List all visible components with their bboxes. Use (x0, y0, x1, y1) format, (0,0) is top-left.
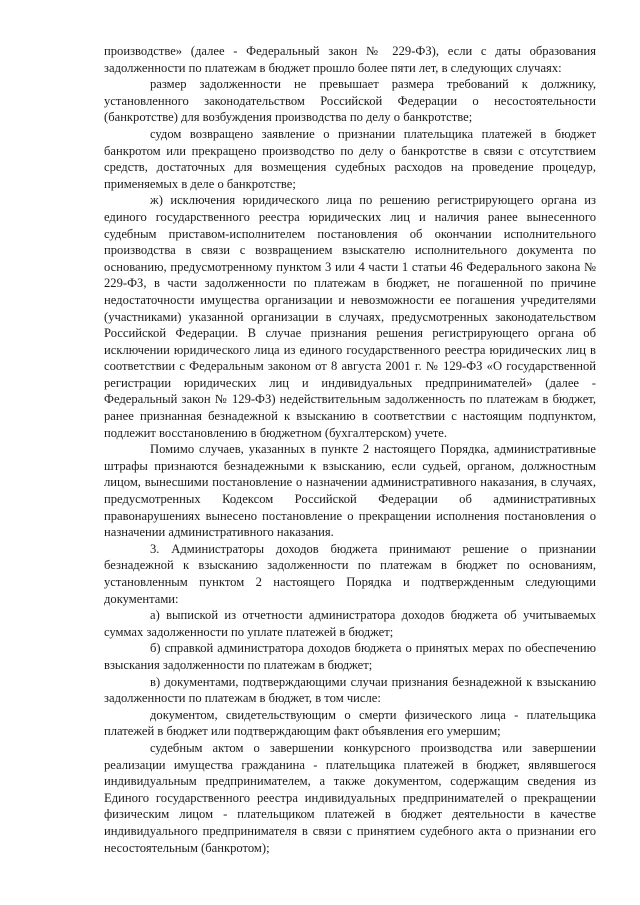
paragraph-item-zh: ж) исключения юридического лица по решению регистрирующего органа из единого государственного реестра юридических лиц и наличия ранее вынесенного судебным приставом-исполнителем постановления об окончании исполнительного производства в связи с возвращением взыскателю исполнительного документа по основанию, предусмотренному пунктом 3 или 4 части 1 статьи 46 Федерального закона № 229-ФЗ, в части задолженности по платежам в бюджет, не погашенной по причине недостаточности имущества организации и невозможности ее погашения учредителями (участниками) указанной организации в случаях, предусмотренных законодательством Российской Федерации. В случае признания решения регистрирующего органа об исключении юридического лица из единого государственного реестра юридических лиц в соответствии с Федеральным законом от 8 августа 2001 г. № 129-ФЗ «О государственной регистрации юридических лиц и индивидуальных предпринимателей» (далее - Федеральный закон № 129-ФЗ) недействительным задолженность по платежам в бюджет, ранее признанная безнадежной к взысканию в соответствии с настоящим подпунктом, подлежит восстановлению в бюджетном (бухгалтерском) учете. (104, 193, 596, 440)
paragraph-court-returned: судом возвращено заявление о признании плательщика платежей в бюджет банкротом или прекращено производство по делу о банкротстве в связи с отсутствием средств, достаточных для возмещения судебных расходов на проведение процедур, применяемых в деле о банкротстве; (104, 126, 596, 191)
paragraph-admin-fines: Помимо случаев, указанных в пункте 2 настоящего Порядка, административные штрафы признаются безнадежными к взысканию, если судьей, органом, должностным лицом, вынесшими постановление о назначении административного наказания, в случаях, предусмотренных Кодексом Российской Федерации об административных правонарушениях вынесено постановление о прекращении исполнения постановления о назначении административного наказания. (104, 442, 596, 540)
paragraph-court-act: судебным актом о завершении конкурсного производства или завершении реализации имущества гражданина - плательщика платежей в бюджет, являвшегося индивидуальным предпринимателем, а также документом, содержащим сведения из Единого государственного реестра индивидуальных предпринимателей о прекращении физическим лицом - плательщиком платежей в бюджет деятельности в качестве индивидуального предпринимателя в связи с принятием судебного акта о признании его несостоятельным (банкротом); (104, 740, 596, 855)
paragraph-item-3: 3. Администраторы доходов бюджета принимают решение о признании безнадежной к взысканию задолженности по платежам в бюджет по основаниям, установленным пунктом 2 настоящего Порядка и подтвержденным следующими документами: (104, 541, 596, 606)
paragraph-item-a: а) выпиской из отчетности администратора доходов бюджета об учитываемых суммах задолженности по уплате платежей в бюджет; (104, 608, 596, 639)
paragraph-item-b: б) справкой администратора доходов бюджета о принятых мерах по обеспечению взыскания задолженности по платежам в бюджет; (104, 641, 596, 672)
paragraph-debt-size: размер задолженности не превышает размера требований к должнику, установленного законодательством Российской Федерации о несостоятельности (банкротстве) для возбуждения производства по делу о банкротстве; (104, 77, 596, 125)
paragraph-continuation: производстве» (далее - Федеральный закон № 229-ФЗ), если с даты образования задолженности по платежам в бюджет прошло более пяти лет, в следующих случаях: (104, 44, 596, 75)
paragraph-death-document: документом, свидетельствующим о смерти физического лица - плательщика платежей в бюджет или подтверждающим факт объявления его умершим; (104, 707, 596, 739)
paragraph-item-v: в) документами, подтверждающими случаи признания безнадежной к взысканию задолженности по платежам в бюджет, в том числе: (104, 674, 596, 706)
document-page (104, 43, 596, 856)
